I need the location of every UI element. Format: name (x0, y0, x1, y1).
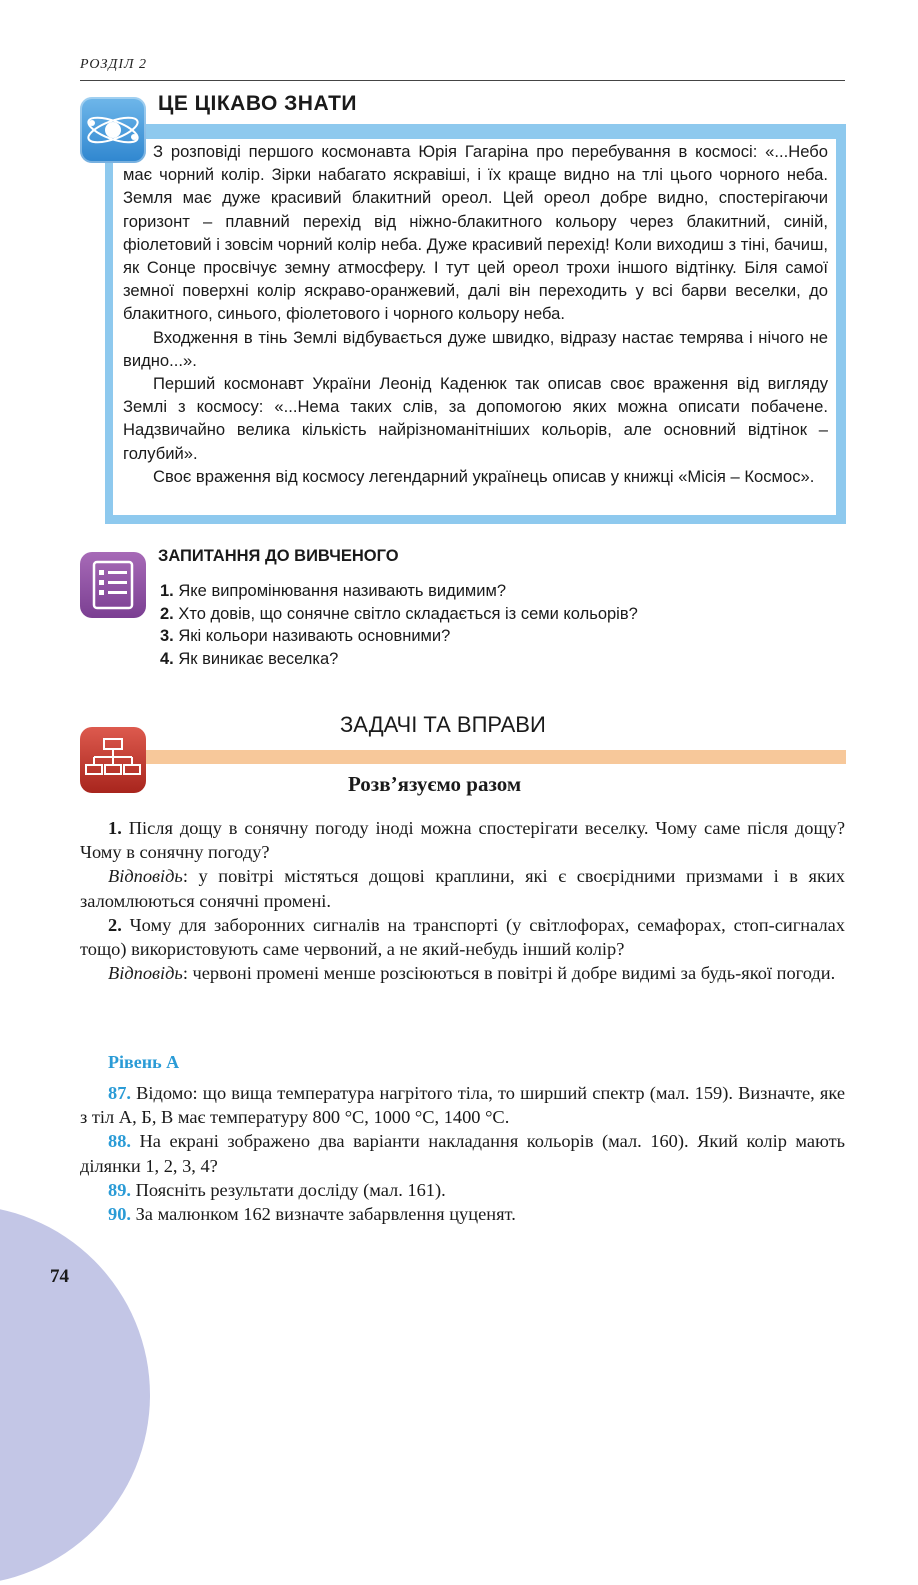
problem-number: 2. (108, 914, 122, 935)
header-rule (80, 80, 845, 81)
tasks-title: ЗАДАЧІ ТА ВПРАВИ (340, 712, 546, 737)
problem-text: Чому для заборонних сигналів на транспорті (у світлофорах, семафорах, стоп-сигналах тощо) використовують саме червоний, а не який-небудь інший колір? (80, 914, 845, 960)
exercise-item (80, 1129, 845, 1177)
exercise-text: За малюнком 162 визначте забарвлення цуценят. (131, 1204, 516, 1225)
checklist-icon (80, 552, 146, 618)
exercise-text: Поясніть результати досліду (мал. 161). (131, 1179, 446, 1200)
solved-answer (80, 864, 845, 912)
question-text: Хто довів, що сонячне світло складається із семи кольорів? (178, 604, 638, 623)
solved-answer (80, 961, 845, 985)
solved-examples (80, 816, 845, 985)
exercise-list (80, 1081, 845, 1226)
question-number: 3. (160, 627, 174, 645)
answer-text: : червоні промені менше розсіюються в повітрі й добре видимі за будь-якої погоди. (182, 963, 836, 984)
tasks-subtitle: Розв’язуємо разом (348, 772, 522, 796)
questions-title: ЗАПИТАННЯ ДО ВИВЧЕНОГО (158, 547, 399, 565)
problem-text: Після дощу в сонячну погоду іноді можна спостерігати веселку. Чому саме після дощу? Чому в сонячну погоду? (80, 818, 845, 863)
page-number: 74 (50, 1266, 69, 1287)
question-item (160, 625, 638, 648)
problem-number: 1. (108, 818, 122, 838)
info-paragraph: Перший космонавт України Леонід Каденюк так описав своє враження від вигляду Землі з космосу: «...Нема таких слів, за допомогою яких можна описати побачене. Надзвичайно велика кількість найрізноманітніших кольорів, але основний відтінок – голубий». (123, 374, 828, 463)
question-number: 1. (160, 582, 174, 600)
question-number: 4. (160, 649, 174, 668)
exercise-item (80, 1081, 845, 1129)
info-paragraph: Своє враження від космосу легендарний українець описав у книжці «Місія – Космос». (153, 466, 815, 486)
exercise-item (80, 1202, 845, 1226)
question-item (160, 648, 638, 671)
answer-text: : у повітрі містяться дощові краплини, які є своєрідними призмами і в яких заломлюються сонячні промені. (80, 866, 845, 911)
page-corner-decoration (0, 1205, 150, 1585)
exercise-number: 90. (108, 1204, 131, 1225)
info-paragraph: З розповіді першого космонавта Юрія Гагаріна про перебування в космосі: «...Небо має чорний колір. Зірки набагато яскравіші, і їх краще видно на тлі цього чорного неба. Земля має дуже красивий блакитний ореол. Цей ореол добре видно, спостерігаючи горизонт – плавний перехід від ніжно-блакитного кольору через блакитний, синій, фіолетовий і зовсім чорний колір неба. Дуже красивий перехід! Коли виходиш з тіні, бачиш, як Сонце просвічує земну атмосферу. І тут цей ореол трохи іншого відтінку. Біля самої земної поверхні колір яскраво-оранжевий, далі він переходить у всі барви веселки, до блакитного, синього, фіолетового і чорного кольору неба. (123, 142, 828, 324)
exercise-item (80, 1178, 845, 1202)
question-number: 2. (160, 604, 174, 623)
answer-label: Відповідь (108, 866, 183, 887)
exercise-number: 88. (108, 1131, 131, 1152)
section-label: РОЗДІЛ 2 (80, 57, 147, 72)
exercise-text: Відомо: що вища температура нагрітого тіла, то ширший спектр (мал. 159). Визначте, яке з тіл А, Б, В має температуру 800 °С, 1000 °С, 1400 °С. (80, 1083, 845, 1128)
question-text: Які кольори називають основними? (178, 627, 451, 645)
answer-label: Відповідь (108, 963, 183, 984)
question-item (160, 603, 638, 626)
questions-list (160, 580, 638, 670)
solved-problem (80, 816, 845, 864)
hierarchy-icon (80, 727, 146, 793)
exercise-text: На екрані зображено два варіанти накладання кольорів (мал. 160). Який колір мають ділянки 1, 2, 3, 4? (80, 1131, 845, 1176)
question-text: Яке випромінювання називають видимим? (178, 582, 507, 600)
info-title: ЦЕ ЦІКАВО ЗНАТИ (158, 92, 358, 115)
tasks-band (146, 750, 846, 764)
info-paragraph: Входження в тінь Землі відбувається дуже швидко, відразу настає темрява і нічого не видно...». (123, 327, 828, 370)
exercise-number: 87. (108, 1083, 131, 1103)
info-text (123, 140, 828, 488)
exercise-number: 89. (108, 1179, 131, 1200)
question-text: Як виникає веселка? (178, 649, 339, 668)
solved-problem (80, 913, 845, 961)
level-heading: Рівень А (108, 1052, 180, 1072)
question-item (160, 580, 638, 603)
